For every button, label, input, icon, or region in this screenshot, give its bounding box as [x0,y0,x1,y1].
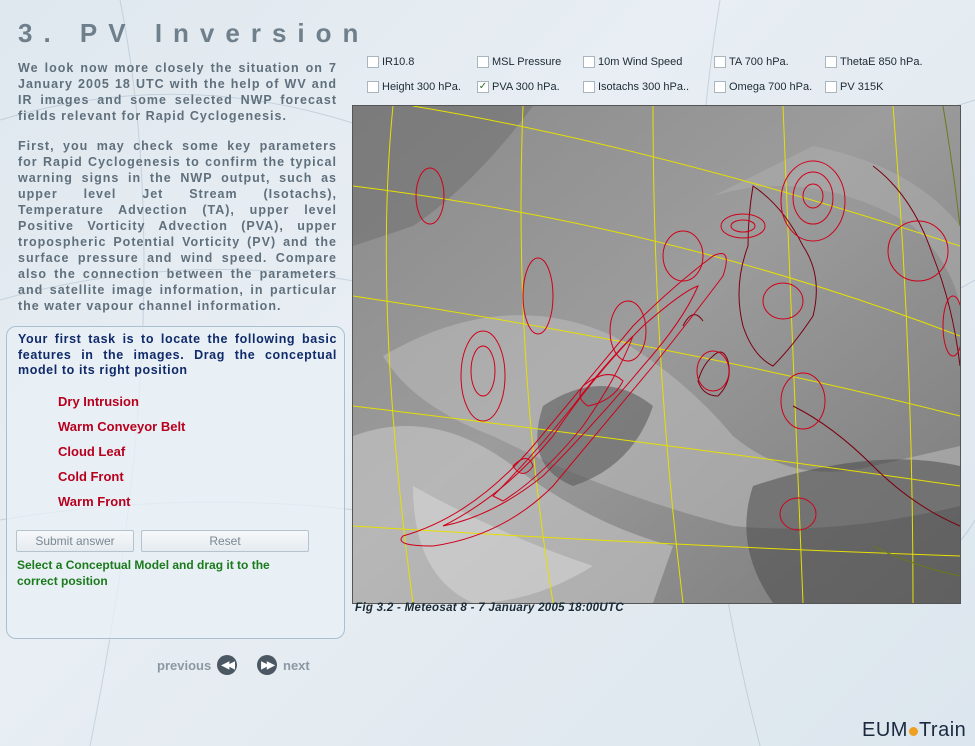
next-button[interactable] [257,655,310,675]
layer-10m-wind-speed[interactable]: 10m Wind Speed [583,56,682,68]
model-warm-front[interactable]: Warm Front [58,494,131,509]
next-label: next [283,657,310,673]
layer-isotachs-300[interactable]: Isotachs 300 hPa.. [583,81,689,93]
intro-text [18,60,337,328]
figure-caption: Fig 3.2 - Meteosat 8 - 7 January 2005 18:00UTC [355,602,624,614]
task-panel [6,326,345,639]
model-warm-conveyor-belt[interactable]: Warm Conveyor Belt [58,419,186,434]
checkbox[interactable] [583,81,595,93]
layer-pva-300[interactable]: ✓ PVA 300 hPa. [478,81,560,93]
rewind-icon: ◀◀ [217,655,237,675]
checkbox[interactable] [825,81,837,93]
layer-ir108[interactable]: IR10.8 [367,56,414,68]
checkbox[interactable] [367,56,379,68]
intro-paragraph: First, you may check some key parameters for Rapid Cyclogenesis to confirm the typical warning signs in the NWP output, such as upper level Jet Stream (Isotachs), Temperature Advection (TA), upper level Positive Vorticity Advection (PVA), upper tropospheric Potential Vorticity (PV) and the surface pressure and wind speed. Compare also the connection between the parameters and satellite image information, in particular the water vapour channel information. [18,139,337,313]
previous-label: previous [157,657,212,673]
layer-msl-pressure[interactable]: MSL Pressure [477,56,561,68]
intro-paragraph: We look now more closely the situation on 7 January 2005 18 UTC with the help of WV and IR images and some selected NWP forecast fields relevant for Rapid Cyclogenesis. [18,61,337,123]
layer-height-300[interactable]: Height 300 hPa. [367,81,461,93]
eumetrain-logo: EUM Train [862,719,967,741]
layer-omega-700[interactable]: Omega 700 hPa. [714,81,812,93]
layer-pv-315k[interactable]: PV 315K [825,81,883,93]
status-message: Select a Conceptual Model and drag it to the correct position [17,558,270,588]
model-cold-front[interactable]: Cold Front [58,469,124,484]
layer-ta-700[interactable]: TA 700 hPa. [714,56,789,68]
logo-dot-icon [909,727,918,736]
checkbox-checked[interactable]: ✓ [478,81,488,92]
task-instruction: Your first task is to locate the following basic features in the images. Drag the conceptual model to its right position [18,332,337,377]
satellite-image-canvas [353,106,960,603]
fast-forward-icon: ▶▶ [257,655,277,675]
checkbox[interactable] [825,56,837,68]
checkbox[interactable] [477,56,489,68]
layer-thetae-850[interactable]: ThetaE 850 hPa. [825,56,923,68]
model-dry-intrusion[interactable]: Dry Intrusion [58,394,139,409]
submit-answer-button[interactable]: Submit answer [16,530,134,552]
page-title: 3. PV Inversion [18,18,370,48]
satellite-image[interactable] [352,105,961,604]
checkbox[interactable] [714,81,726,93]
checkbox[interactable] [367,81,379,93]
previous-button[interactable] [157,655,237,675]
reset-button[interactable]: Reset [141,530,309,552]
checkbox[interactable] [583,56,595,68]
model-cloud-leaf[interactable]: Cloud Leaf [58,444,126,459]
conceptual-model-list [58,394,185,519]
checkbox[interactable] [714,56,726,68]
